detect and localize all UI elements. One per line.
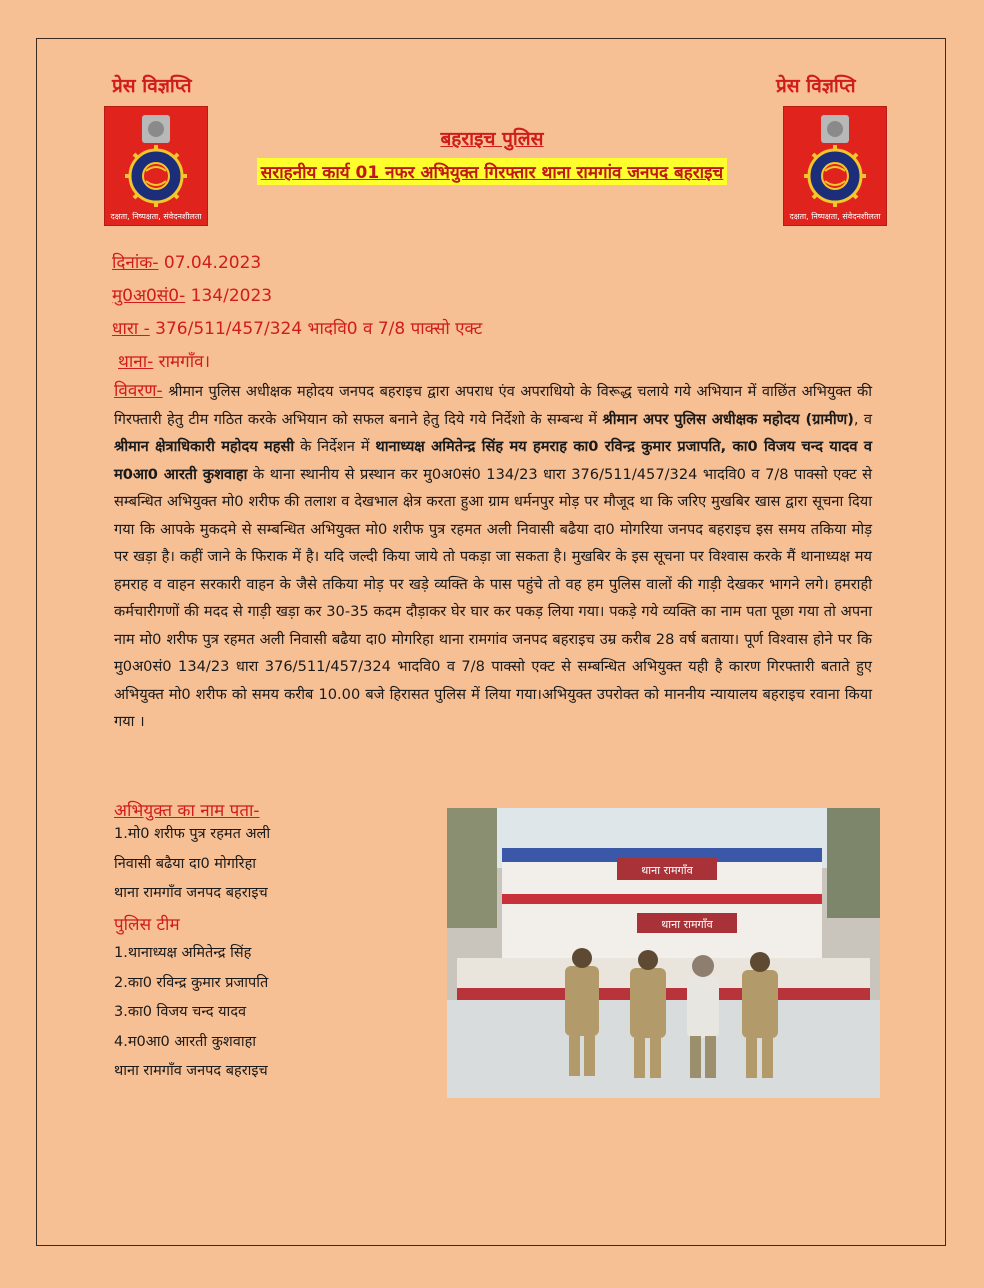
team-member: 2.का0 रविन्द्र कुमार प्रजापति (114, 974, 269, 991)
document-subtitle: सराहनीय कार्य 01 नफर अभियुक्त गिरफ्तार थाना रामगांव जनपद बहराइच (257, 158, 727, 185)
details-text: , व (853, 410, 872, 428)
team-member: 3.का0 विजय चन्द यादव (114, 1004, 247, 1020)
team-member: 1.थानाध्यक्ष अमितेन्द्र सिंह (114, 945, 252, 961)
arrest-photo (447, 808, 880, 1098)
accused-line: 1.मो0 शरीफ पुत्र रहमत अली (114, 826, 271, 842)
accused-heading: अभियुक्त का नाम पता- (114, 801, 260, 821)
date-value: 07.04.2023 (158, 253, 262, 273)
press-release-label-right: प्रेस विज्ञप्ति (776, 75, 856, 97)
police-team-list (114, 939, 268, 1087)
details-team: थानाध्यक्ष अमितेन्द्र सिंह मय हमराह का0 रविन्द्र कुमार प्रजापति, का0 विजय चन्द यादव व म0आ0 आरती कुशवाहा (114, 438, 872, 483)
accused-line: निवासी बढैया दा0 मोगरिहा (114, 855, 257, 872)
case-number-line (112, 283, 272, 306)
station-sign-top: थाना रामगाँव (641, 864, 693, 877)
emblem-motto: दक्षता, निष्पक्षता, संवेदनशीलता (789, 212, 881, 221)
team-station: थाना रामगाँव जनपद बहराइच (114, 1063, 268, 1079)
incident-details (114, 378, 872, 736)
document-title: बहराइच पुलिस (440, 128, 544, 150)
police-team-heading: पुलिस टीम (114, 915, 180, 935)
details-text: के निर्देशन में (294, 438, 376, 455)
date-label: दिनांक- (112, 253, 159, 273)
emblem-motto: दक्षता, निष्पक्षता, संवेदनशीलता (110, 212, 202, 221)
press-release-label-left: प्रेस विज्ञप्ति (112, 75, 192, 97)
section-line (112, 316, 482, 339)
details-officer-2: श्रीमान क्षेत्राधिकारी महोदय महसी (114, 438, 295, 455)
details-text: श्रीमान पुलिस अधीक्षक महोदय जनपद बहराइच द्वारा अपराध एंव अपराधियो के विरूद्ध चलाये गये अभियान में वाछिंत अभियुक्त की गिरफ्तारी हेतु टीम गठित करके अभियान को सफल बनाने हेतु दिये गये निर्देशो के सम्बन्ध में (114, 383, 872, 428)
details-label: विवरण- (114, 381, 163, 401)
details-officer-1: श्रीमान अपर पुलिस अधीक्षक महोदय (ग्रामीण) (602, 410, 854, 428)
date-line (112, 250, 261, 273)
accused-address (114, 820, 270, 909)
accused-line: थाना रामगाँव जनपद बहराइच (114, 885, 268, 901)
station-sign-bottom: थाना रामगाँव (661, 918, 713, 931)
case-number-label: मु0अ0सं0- (112, 286, 186, 306)
police-station-line (118, 349, 210, 372)
section-label: धारा - (112, 319, 150, 339)
police-station-value: रामगाँव। (153, 352, 211, 372)
police-station-label: थाना- (118, 352, 154, 372)
team-member: 4.म0आ0 आरती कुशवाहा (114, 1033, 257, 1050)
section-value: 376/511/457/324 भादवि0 व 7/8 पाक्सो एक्ट (149, 319, 483, 339)
details-text: के थाना स्थानीय से प्रस्थान कर मु0अ0सं0 134/23 धारा 376/511/457/324 भादवि0 व 7/8 पाक्सो एक्ट से सम्बन्धित अभियुक्त मो0 शरीफ की तलाश व देखभाल क्षेत्र करता हुआ ग्राम धर्मनपुर मोड़ पर मौजूद था कि जरिए मुखबिर खास द्वारा सूचना दिया गया कि आपके मुकदमे से सम्बन्धित अभियुक्त मो0 शरीफ पुत्र रहमत अली निवासी बढैया दा0 मोगरिया जनपद बहराइच इस समय तकिया मोड़ पर खड़ा है। कहीं जाने के फिराक में है। यदि जल्दी किया जाये तो पकड़ा जा सकता है। मुखबिर के इस सूचना पर विश्वास करके मैं थानाध्यक्ष मय हमराह व वाहन सरकारी वाहन के जैसे तकिया मोड़ पर खड़े व्यक्ति के पास पहुंचे तो वह हम पुलिस वालों की गाड़ी देखकर भागने लगे। हमराही कर्मचारीगणों की मदद से गाड़ी खड़ा कर 30-35 कदम दौड़ाकर घेर घार कर पकड़ लिया गया। पकड़े गये व्यक्ति का नाम पता पूछा गया तो अपना नाम मो0 शरीफ पुत्र रहमत अली निवासी बढैया दा0 मोगरिहा थाना रामगांव जनपद बहराइच उम्र करीब 28 वर्ष बताया। पूर्ण विश्वास होने पर कि मु0अ0सं0 134/23 धारा 376/511/457/324 भादवि0 व 7/8 पाक्सो एक्ट से सम्बन्धित अभियुक्त यही है कारण गिरफ्तारी बताते हुए अभियुक्त मो0 शरीफ को समय करीब 10.00 बजे हिरासत पुलिस में लिया गया।अभियुक्त उपरोक्त को माननीय न्यायालय बहराइच रवाना किया गया । (114, 465, 872, 730)
case-number-value: 134/2023 (185, 286, 273, 306)
